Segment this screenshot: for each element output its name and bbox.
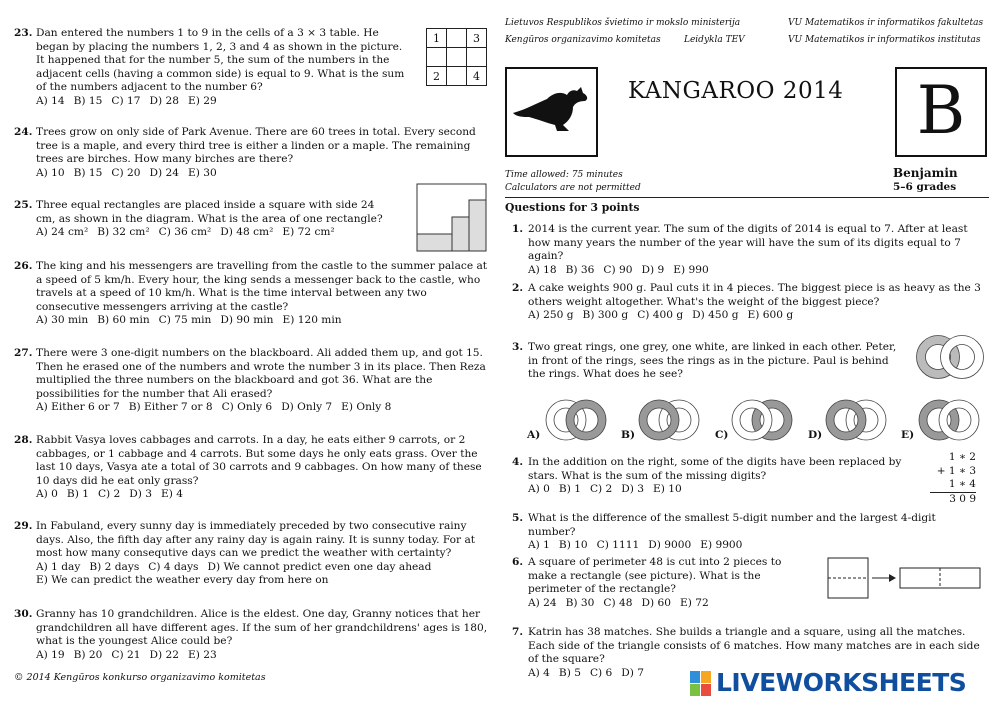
question-text: Trees grow on only side of Park Avenue. There are 60 trees in total. Every second tree is a maple, and every third tree is either a linden or a maple. The remaining trees are birches. How many birches are there? bbox=[36, 126, 476, 166]
addition-row: 1 ∗ 4 bbox=[930, 478, 976, 493]
question-28 bbox=[14, 434, 488, 502]
answer-options bbox=[36, 649, 488, 663]
answer-d[interactable]: D) 60 bbox=[641, 596, 671, 609]
question-number: 7. bbox=[512, 626, 524, 638]
section-heading: Questions for 3 points bbox=[505, 201, 640, 214]
answer-a[interactable]: A) 1 bbox=[528, 539, 550, 552]
answer-d[interactable]: D) 48 cm² bbox=[220, 226, 274, 239]
copyright-footer: © 2014 Kengūros konkurso organizavimo komitetas bbox=[14, 672, 266, 683]
answer-b[interactable]: B) 20 bbox=[73, 648, 103, 661]
answer-a[interactable]: A) bbox=[527, 429, 541, 441]
answer-b[interactable]: B) bbox=[621, 429, 635, 441]
question-3 bbox=[512, 341, 907, 382]
rings-option-e[interactable] bbox=[918, 396, 980, 444]
answer-d[interactable]: D) Only 7 bbox=[281, 401, 333, 414]
answer-a[interactable]: A) 24 bbox=[528, 596, 557, 609]
answer-d[interactable]: D) 3 bbox=[129, 488, 153, 501]
grid-cell: 2 bbox=[427, 67, 447, 86]
answer-options bbox=[36, 488, 488, 502]
time-allowed: Time allowed: 75 minutes bbox=[505, 170, 623, 180]
header-ministry: Lietuvos Respublikos švietimo ir mokslo ministerija bbox=[505, 18, 741, 28]
answer-options bbox=[36, 561, 488, 575]
liveworksheets-logo-icon bbox=[690, 671, 712, 697]
kangaroo-icon bbox=[507, 69, 596, 155]
question-26 bbox=[14, 260, 488, 328]
answer-options bbox=[528, 539, 982, 553]
grid-cell bbox=[447, 67, 467, 86]
watermark-text: LIVEWORKSHEETS bbox=[716, 668, 967, 697]
answer-e[interactable]: E) 9900 bbox=[700, 539, 743, 552]
answer-c[interactable]: C) 1111 bbox=[596, 539, 640, 552]
answer-d[interactable]: D) bbox=[808, 429, 823, 441]
answer-c[interactable]: C) Only 6 bbox=[221, 401, 273, 414]
answer-a[interactable]: A) 24 cm² bbox=[36, 226, 89, 239]
grid-cell bbox=[447, 29, 467, 48]
answer-e[interactable]: E) 30 bbox=[187, 166, 217, 179]
number-grid bbox=[426, 28, 487, 86]
question-text: Dan entered the numbers 1 to 9 in the cells of a 3 × 3 table. He began by placing the numbers 1, 2, 3 and 4 as shown in the picture. It happened that for the number 5, the sum of the numbers in the adjacent cells (having a common side) is equal to 9. What is the sum of the numbers adjacent to the number 6? bbox=[36, 27, 405, 94]
answer-c[interactable]: C) 20 bbox=[111, 166, 141, 179]
answer-c[interactable]: C) 6 bbox=[589, 666, 613, 679]
question-text: In the addition on the right, some of the digits have been replaced by stars. What is the sum of the missing digits? bbox=[528, 456, 902, 482]
answer-options bbox=[528, 264, 982, 278]
category-name: Benjamin bbox=[893, 166, 958, 180]
answer-b[interactable]: B) 10 bbox=[558, 539, 588, 552]
square-rectangles-diagram bbox=[416, 183, 487, 252]
answer-options bbox=[36, 401, 488, 415]
grid-cell bbox=[467, 48, 487, 67]
answer-e[interactable]: E) We can predict the weather every day from here on bbox=[36, 574, 329, 587]
answer-options bbox=[528, 309, 982, 323]
question-number: 26. bbox=[14, 260, 33, 272]
question-23 bbox=[14, 27, 409, 109]
answer-e[interactable]: E) 10 bbox=[653, 483, 682, 496]
question-number: 28. bbox=[14, 434, 33, 446]
divider bbox=[505, 197, 989, 198]
answer-c[interactable]: C) 17 bbox=[111, 94, 141, 107]
answer-options bbox=[36, 314, 488, 328]
answer-a[interactable]: A) 30 min bbox=[36, 314, 89, 327]
question-text: What is the difference of the smallest 5-digit number and the largest 4-digit number? bbox=[528, 512, 936, 538]
question-24 bbox=[14, 126, 488, 180]
header-institute: VU Matematikos ir informatikos institutas bbox=[788, 35, 981, 45]
answer-d[interactable]: D) 9 bbox=[641, 263, 665, 276]
question-29 bbox=[14, 520, 488, 588]
answer-d[interactable]: D) 3 bbox=[621, 483, 645, 496]
answer-a[interactable]: A) 19 bbox=[36, 648, 65, 661]
question-25 bbox=[14, 199, 394, 240]
answer-a[interactable]: A) 10 bbox=[36, 166, 65, 179]
question-30 bbox=[14, 608, 488, 662]
kangaroo-logo bbox=[505, 67, 598, 157]
question-text: In Fabuland, every sunny day is immediately preceded by two consecutive rainy days. Also, the fifth day after any rainy day is again rainy. It is sunny today. For at most how many consequtive days can we predict the weather with certainty? bbox=[36, 520, 476, 560]
answer-d[interactable]: D) 7 bbox=[621, 666, 645, 679]
grades-label: 5–6 grades bbox=[893, 181, 957, 193]
answer-c[interactable]: C) 4 days bbox=[148, 560, 199, 573]
answer-a[interactable]: A) 14 bbox=[36, 94, 65, 107]
answer-a[interactable]: A) 18 bbox=[528, 263, 557, 276]
question-number: 23. bbox=[14, 27, 33, 39]
header-publisher: Leidykla TEV bbox=[684, 35, 745, 45]
rings-option-d[interactable] bbox=[825, 396, 887, 444]
level-letter: B bbox=[895, 67, 987, 157]
header-faculty: VU Matematikos ir informatikos fakultetas bbox=[788, 18, 984, 28]
grid-cell: 3 bbox=[467, 29, 487, 48]
question-number: 24. bbox=[14, 126, 33, 138]
rings-option-a[interactable] bbox=[545, 396, 607, 444]
question-text: Three equal rectangles are placed inside a square with side 24 cm, as shown in the diagram. What is the area of one rectangle? bbox=[36, 199, 383, 225]
question-number: 30. bbox=[14, 608, 33, 620]
addition-sum: 3 0 9 bbox=[949, 492, 976, 505]
question-text: 2014 is the current year. The sum of the digits of 2014 is equal to 7. After at least how many years the number of the year will have the sum of its digits equal to 7 again? bbox=[528, 223, 968, 263]
answer-c[interactable]: C) 21 bbox=[111, 648, 141, 661]
answer-d[interactable]: D) 90 min bbox=[220, 314, 274, 327]
question-text: A square of perimeter 48 is cut into 2 pieces to make a rectangle (see picture). What is the perimeter of the rectangle? bbox=[528, 556, 782, 596]
page-title: KANGAROO 2014 bbox=[628, 78, 844, 104]
question-text: A cake weights 900 g. Paul cuts it in 4 pieces. The biggest piece is as heavy as the 3 others weight altogether. What's the weight of the biggest piece? bbox=[528, 282, 981, 308]
question-text: Rabbit Vasya loves cabbages and carrots. In a day, he eats either 9 carrots, or 2 cabbages, or 1 cabbage and 4 carrots. But some days he only eats grass. Over the last 10 days, Vasya ate a total of 30 carrots and 9 cabbages. On how many of these 10 days did he eat only grass? bbox=[36, 434, 482, 487]
answer-e[interactable]: E) 120 min bbox=[282, 314, 342, 327]
question-2 bbox=[512, 282, 982, 323]
answer-c[interactable]: C) 75 min bbox=[158, 314, 212, 327]
answer-c[interactable]: C) 90 bbox=[603, 263, 633, 276]
addition-puzzle bbox=[930, 451, 976, 506]
answer-d[interactable]: D) 450 g bbox=[692, 309, 739, 322]
question-number: 5. bbox=[512, 512, 524, 524]
answer-b[interactable]: B) Either 7 or 8 bbox=[128, 401, 213, 414]
answer-options bbox=[36, 167, 488, 181]
question-number: 3. bbox=[512, 341, 524, 353]
answer-b[interactable]: B) 5 bbox=[558, 666, 581, 679]
answer-e[interactable]: E) 600 g bbox=[747, 309, 794, 322]
answer-e[interactable]: E) 72 bbox=[679, 596, 709, 609]
answer-d[interactable]: D) 28 bbox=[149, 94, 179, 107]
square-to-rectangle-diagram bbox=[826, 555, 982, 601]
answer-b[interactable]: B) 32 cm² bbox=[97, 226, 150, 239]
question-text: Granny has 10 grandchildren. Alice is the eldest. One day, Granny notices that her grandchildren all have different ages. If the sum of her grandchildrens' ages is 180, what is the youngest Alice could be? bbox=[36, 608, 488, 648]
question-number: 27. bbox=[14, 347, 33, 359]
answer-d[interactable]: D) 9000 bbox=[648, 539, 692, 552]
answer-b[interactable]: B) 15 bbox=[73, 166, 103, 179]
answer-d[interactable]: D) We cannot predict even one day ahead bbox=[207, 560, 432, 573]
answer-a[interactable]: A) 1 day bbox=[36, 560, 81, 573]
question-number: 1. bbox=[512, 223, 524, 235]
answer-e[interactable]: E) Only 8 bbox=[341, 401, 392, 414]
question-5 bbox=[512, 512, 982, 553]
calculators-note: Calculators are not permitted bbox=[505, 183, 641, 193]
question-6 bbox=[512, 556, 812, 610]
answer-b[interactable]: B) 15 bbox=[73, 94, 103, 107]
question-number: 29. bbox=[14, 520, 33, 532]
answer-options bbox=[528, 483, 922, 497]
answer-b[interactable]: B) 30 bbox=[565, 596, 595, 609]
answer-a[interactable]: A) 250 g bbox=[528, 309, 574, 322]
answer-b[interactable]: B) 2 days bbox=[89, 560, 140, 573]
rings-reference-image bbox=[916, 333, 986, 381]
answer-e[interactable]: E) 72 cm² bbox=[282, 226, 335, 239]
question-27 bbox=[14, 347, 488, 415]
answer-d[interactable]: D) 24 bbox=[149, 166, 179, 179]
answer-e[interactable]: E) 4 bbox=[161, 488, 184, 501]
answer-c[interactable]: C) 36 cm² bbox=[158, 226, 212, 239]
grid-cell bbox=[427, 48, 447, 67]
answer-e[interactable]: E) 990 bbox=[673, 263, 709, 276]
answer-e[interactable]: E) 23 bbox=[187, 648, 217, 661]
header-committee: Kengūros organizavimo komitetas bbox=[505, 35, 661, 45]
answer-b[interactable]: B) 1 bbox=[66, 488, 89, 501]
question-number: 25. bbox=[14, 199, 33, 211]
question-number: 4. bbox=[512, 456, 524, 468]
question-4 bbox=[512, 456, 922, 497]
rings-option-c[interactable] bbox=[731, 396, 793, 444]
grid-cell: 1 bbox=[427, 29, 447, 48]
answer-a[interactable]: A) 0 bbox=[36, 488, 58, 501]
answer-a[interactable]: A) 0 bbox=[528, 483, 550, 496]
question-number: 2. bbox=[512, 282, 524, 294]
question-text: There were 3 one-digit numbers on the blackboard. Ali added them up, and got 15. Then he erased one of the numbers and wrote the number 3 in its place. Then Reza multiplied the three numbers on the blackboard and got 36. What are the possibilities for the number that Ali erased? bbox=[36, 347, 486, 400]
question-text: The king and his messengers are travelling from the castle to the summer palace at a speed of 5 km/h. Every hour, the king sends a messenger back to the castle, who travels at a speed of 10 km/h. What is the time interval between any two consecutive messengers arriving at the castle? bbox=[36, 260, 488, 313]
answer-b[interactable]: B) 36 bbox=[565, 263, 595, 276]
answer-b[interactable]: B) 1 bbox=[558, 483, 581, 496]
answer-options bbox=[36, 226, 394, 240]
answer-c[interactable]: C) 2 bbox=[97, 488, 121, 501]
answer-a[interactable]: A) Either 6 or 7 bbox=[36, 401, 120, 414]
answer-a[interactable]: A) 4 bbox=[528, 666, 550, 679]
addition-row: 1 ∗ 2 bbox=[948, 451, 976, 463]
answer-options bbox=[36, 95, 409, 109]
answer-c[interactable]: C) bbox=[715, 429, 729, 441]
answer-e[interactable]: E) bbox=[901, 429, 915, 441]
rings-option-b[interactable] bbox=[638, 396, 700, 444]
answer-e[interactable]: E) 29 bbox=[187, 94, 217, 107]
grid-cell bbox=[447, 48, 467, 67]
watermark bbox=[690, 668, 996, 700]
question-text: Katrin has 38 matches. She builds a triangle and a square, using all the matches. Each side of the triangle consists of 6 matches. How many matches are in each side of the square? bbox=[528, 626, 980, 666]
answer-b[interactable]: B) 300 g bbox=[582, 309, 629, 322]
addition-row: + 1 ∗ 3 bbox=[936, 464, 976, 477]
answer-c[interactable]: C) 48 bbox=[603, 596, 633, 609]
question-number: 6. bbox=[512, 556, 524, 568]
answer-b[interactable]: B) 60 min bbox=[97, 314, 150, 327]
answer-d[interactable]: D) 22 bbox=[149, 648, 179, 661]
answer-c[interactable]: C) 400 g bbox=[637, 309, 684, 322]
answer-c[interactable]: C) 2 bbox=[589, 483, 613, 496]
question-text: Two great rings, one grey, one white, are linked in each other. Peter, in front of the rings, sees the rings as in the picture. Paul is behind the rings. What does he see? bbox=[528, 341, 897, 381]
question-1 bbox=[512, 223, 982, 277]
grid-cell: 4 bbox=[467, 67, 487, 86]
answer-options bbox=[528, 597, 812, 611]
